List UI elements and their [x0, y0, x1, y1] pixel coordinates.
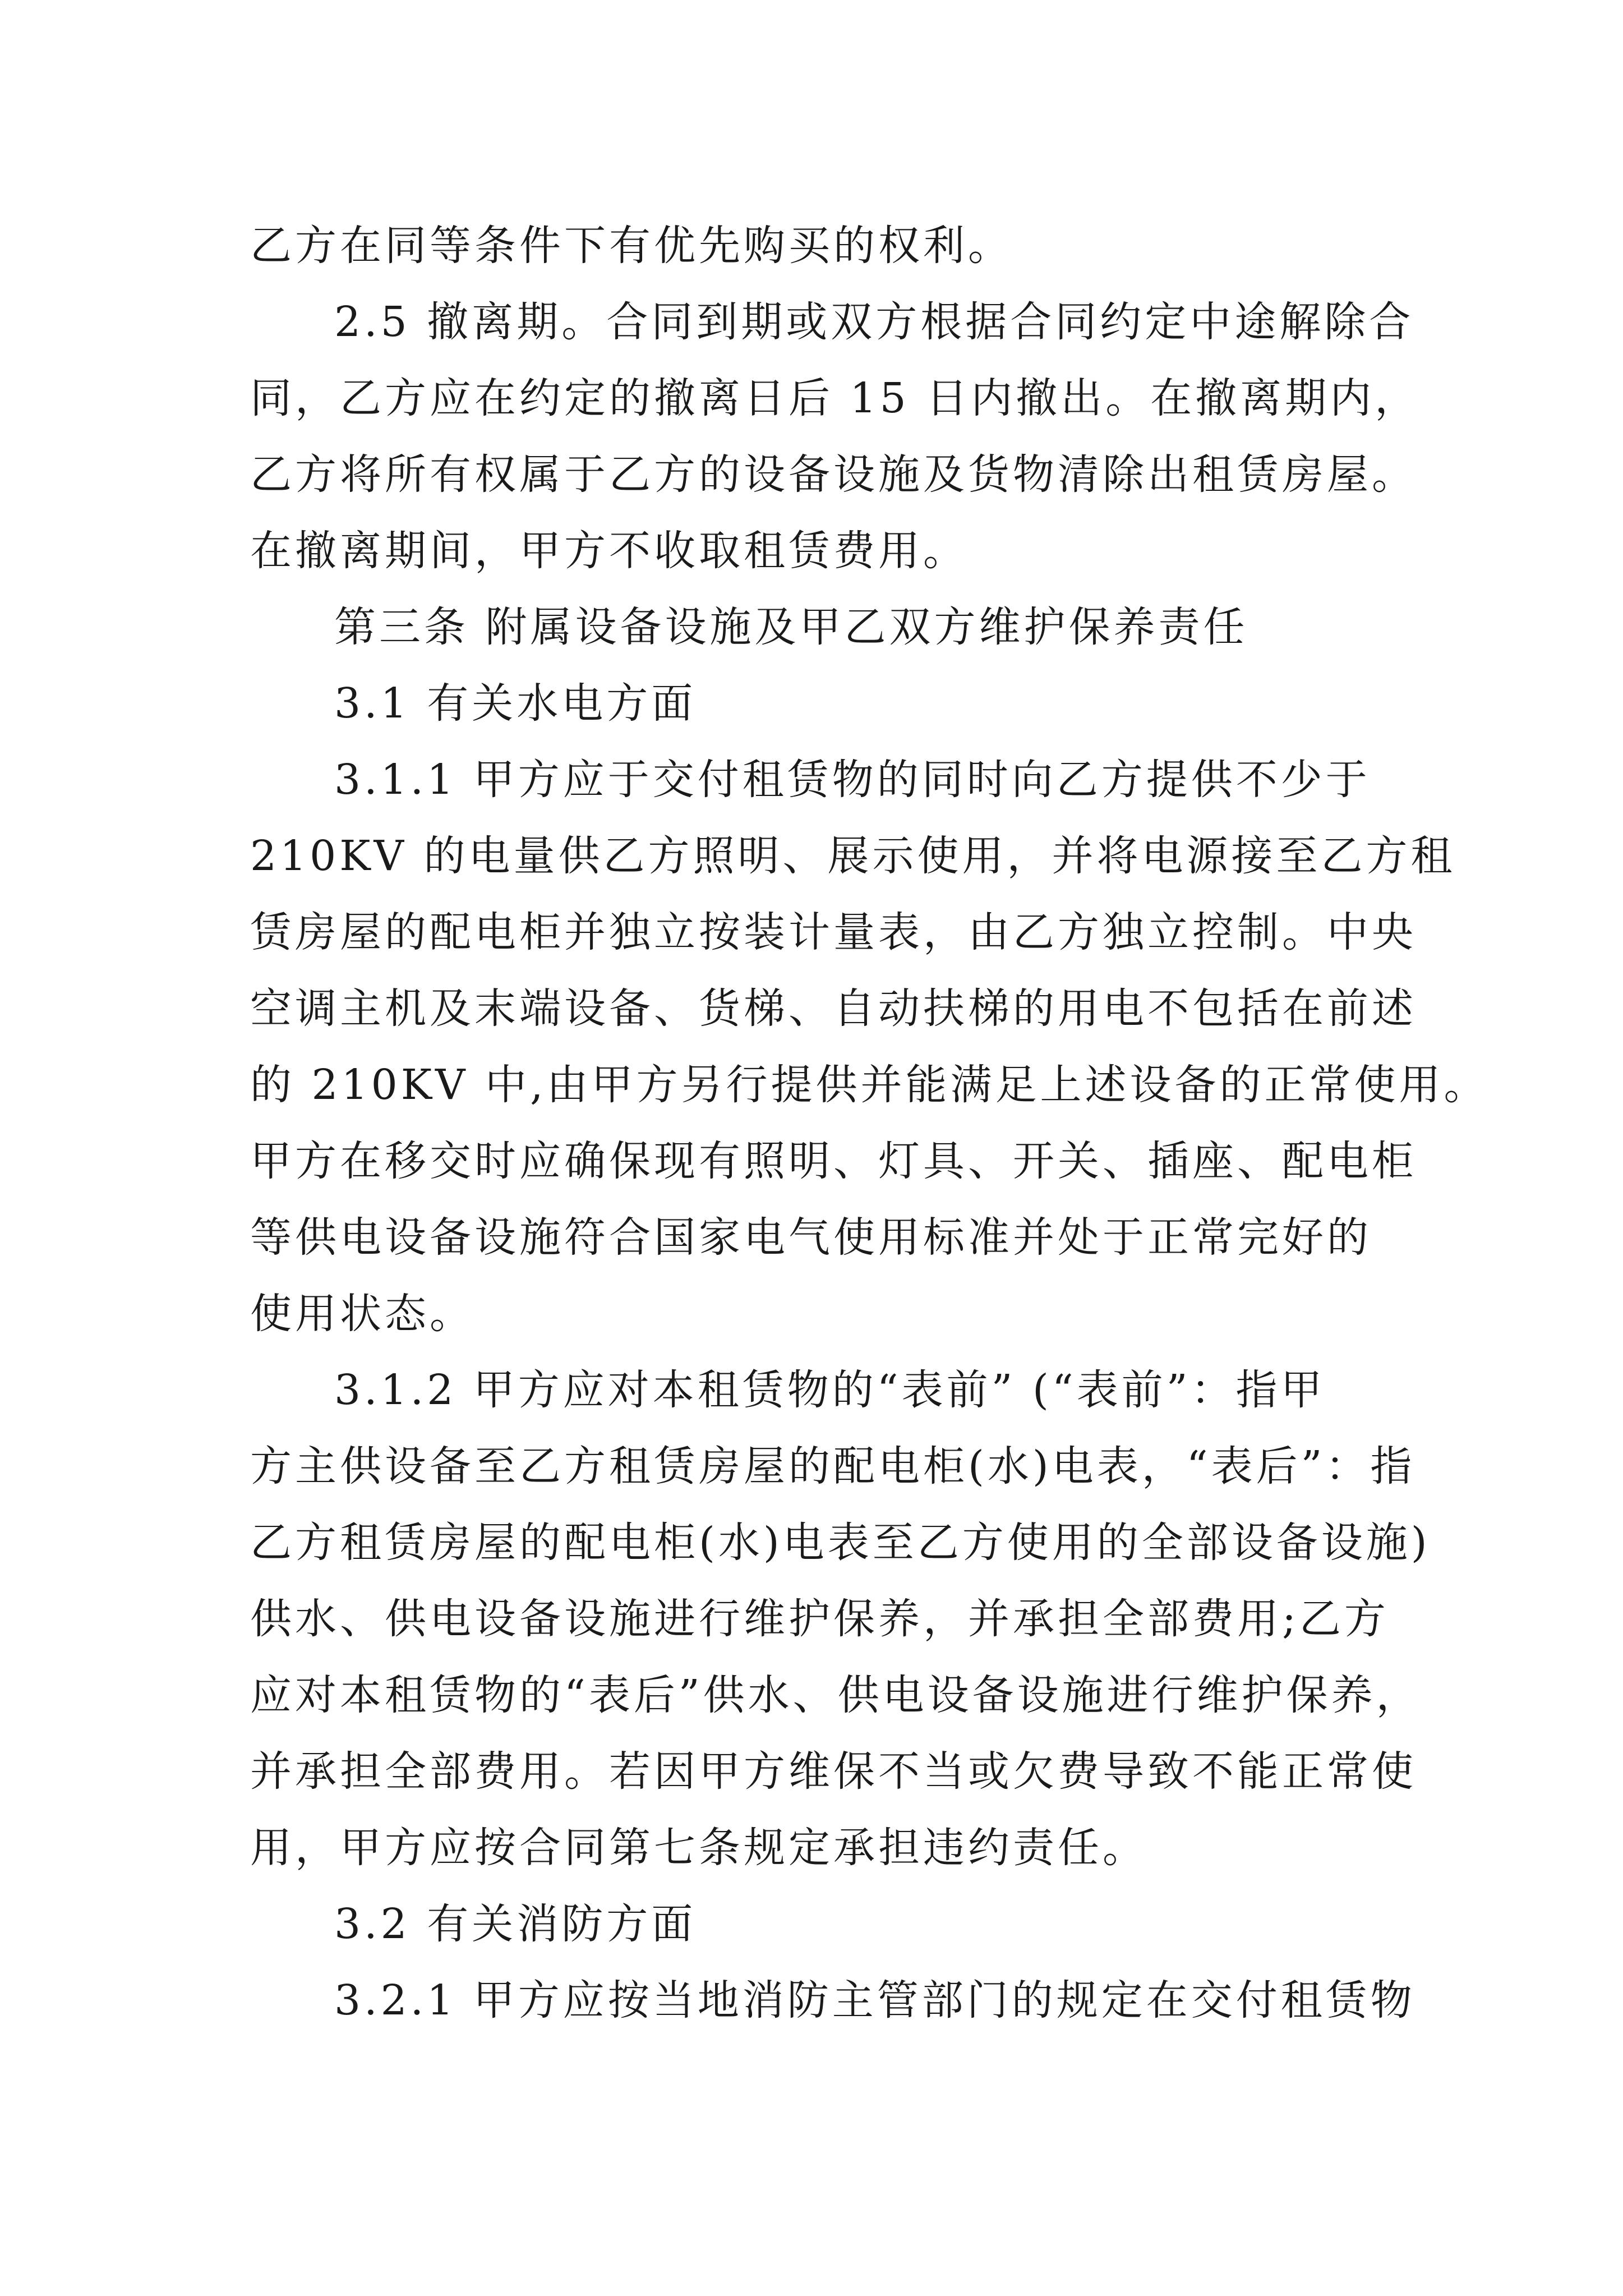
text-line: 甲方在移交时应确保现有照明、灯具、开关、插座、配电柜: [250, 1137, 1417, 1185]
text-line: 在撤离期间，甲方不收取租赁费用。: [250, 527, 968, 575]
text-line: 210KV 的电量供乙方照明、展示使用，并将电源接至乙方租: [250, 832, 1456, 880]
text-line: 用，甲方应按合同第七条规定承担违约责任。: [250, 1824, 1147, 1872]
text-line: 方主供设备至乙方租赁房屋的配电柜(水)电表，“表后”：指: [250, 1442, 1415, 1490]
section-heading: 第三条 附属设备设施及甲乙双方维护保养责任: [334, 603, 1248, 651]
text-line: 等供电设备设施符合国家电气使用标准并处于正常完好的: [250, 1213, 1372, 1262]
text-line: 供水、供电设备设施进行维护保养，并承担全部费用;乙方: [250, 1595, 1389, 1643]
text-line: 应对本租赁物的“表后”供水、供电设备设施进行维护保养，: [250, 1671, 1421, 1719]
text-line: 使用状态。: [250, 1290, 474, 1338]
text-line: 3.2.1 甲方应按当地消防主管部门的规定在交付租赁物: [334, 1976, 1415, 2024]
subsection-heading: 3.1 有关水电方面: [334, 679, 697, 728]
text-line: 赁房屋的配电柜并独立按装计量表，由乙方独立控制。中央: [250, 908, 1417, 956]
text-line: 3.1.1 甲方应于交付租赁物的同时向乙方提供不少于: [334, 756, 1371, 804]
text-line: 3.1.2 甲方应对本租赁物的“表前” (“表前”：指甲: [334, 1366, 1326, 1414]
text-line: 空调主机及末端设备、货梯、自动扶梯的用电不包括在前述: [250, 984, 1417, 1033]
text-line: 乙方将所有权属于乙方的设备设施及货物清除出租赁房屋。: [250, 450, 1417, 499]
text-line: 同，乙方应在约定的撤离日后 15 日内撤出。在撤离期内，: [250, 374, 1420, 422]
text-line: 乙方租赁房屋的配电柜(水)电表至乙方使用的全部设备设施): [250, 1519, 1431, 1567]
text-line: 的 210KV 中,由甲方另行提供并能满足上述设备的正常使用。: [250, 1061, 1489, 1109]
subsection-heading: 3.2 有关消防方面: [334, 1900, 697, 1948]
text-line: 乙方在同等条件下有优先购买的权利。: [250, 222, 1013, 270]
text-line: 并承担全部费用。若因甲方维保不当或欠费导致不能正常使: [250, 1747, 1417, 1796]
document-body: [250, 208, 1489, 2039]
text-line: 2.5 撤离期。合同到期或双方根据合同约定中途解除合: [334, 298, 1414, 346]
